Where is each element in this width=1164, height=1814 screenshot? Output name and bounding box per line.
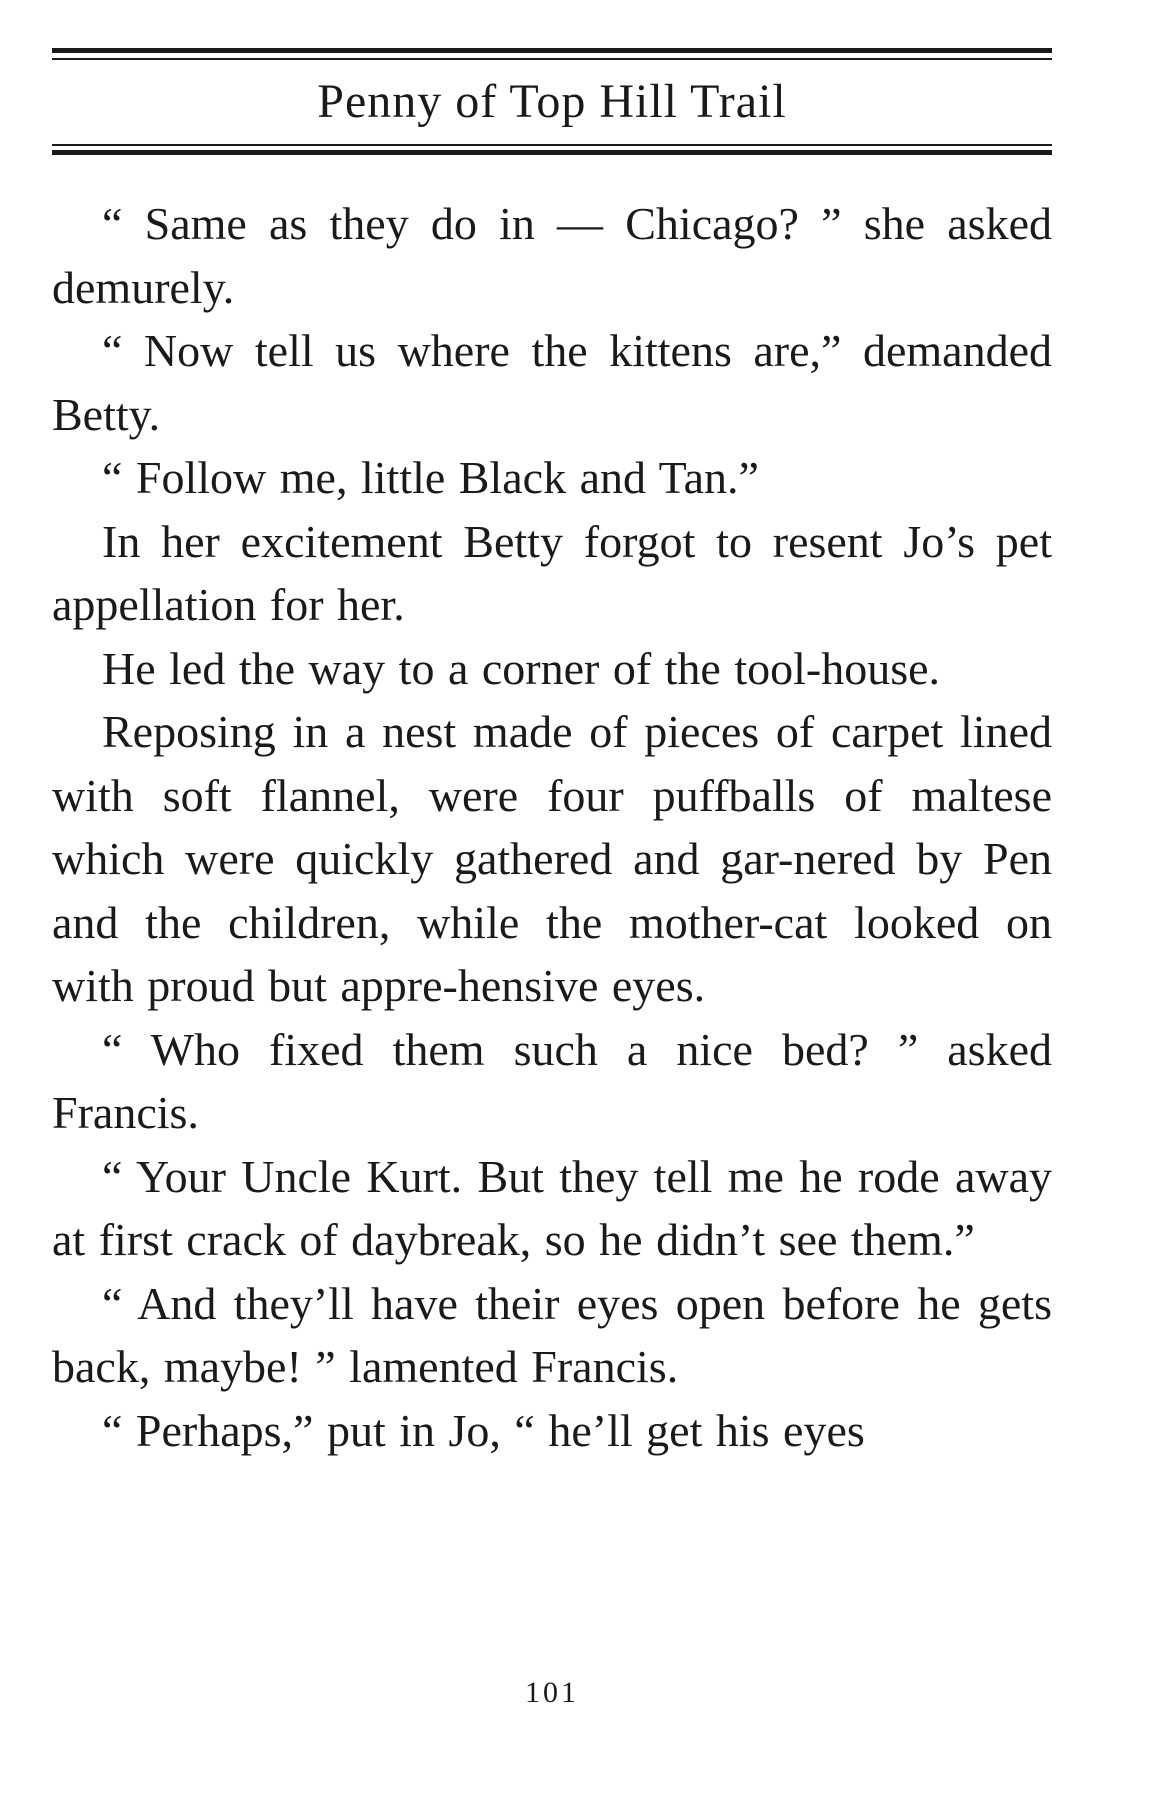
paragraph: “ And they’ll have their eyes open before he gets back, maybe! ” lamented Francis. — [52, 1277, 1052, 1392]
paragraph: “ Your Uncle Kurt. But they tell me he rode away at first crack of daybreak, so he didn’t see them.” — [52, 1150, 1052, 1265]
header-rule-bottom-thin — [52, 144, 1052, 146]
header-rule-top-thick — [52, 48, 1052, 53]
body-text — [52, 192, 1052, 1462]
paragraph: Reposing in a nest made of pieces of carpet lined with soft flannel, were four puffballs of maltese which were quickly gathered and gar-nered by Pen and the children, while the mother-cat looked on with proud but appre-hensive eyes. — [52, 706, 1052, 1011]
paragraph: In her excitement Betty forgot to resent Jo’s pet appellation for her. — [52, 515, 1052, 630]
paragraph: “ Who fixed them such a nice bed? ” asked Francis. — [52, 1023, 1052, 1138]
running-head: Penny of Top Hill Trail — [317, 75, 787, 128]
paragraph: He led the way to a corner of the tool-house. — [102, 642, 941, 694]
paragraph: “ Follow me, little Black and Tan.” — [102, 452, 759, 503]
paragraph: “ Now tell us where the kittens are,” demanded Betty. — [52, 325, 1052, 440]
paragraph: “ Perhaps,” put in Jo, “ he’ll get his eyes — [102, 1404, 865, 1456]
header-rule-bottom-thick — [52, 150, 1052, 155]
header-rule-top-thin — [52, 58, 1052, 60]
page-number: 101 — [525, 1676, 579, 1709]
paragraph: “ Same as they do in — Chicago? ” she asked demurely. — [52, 198, 1052, 313]
